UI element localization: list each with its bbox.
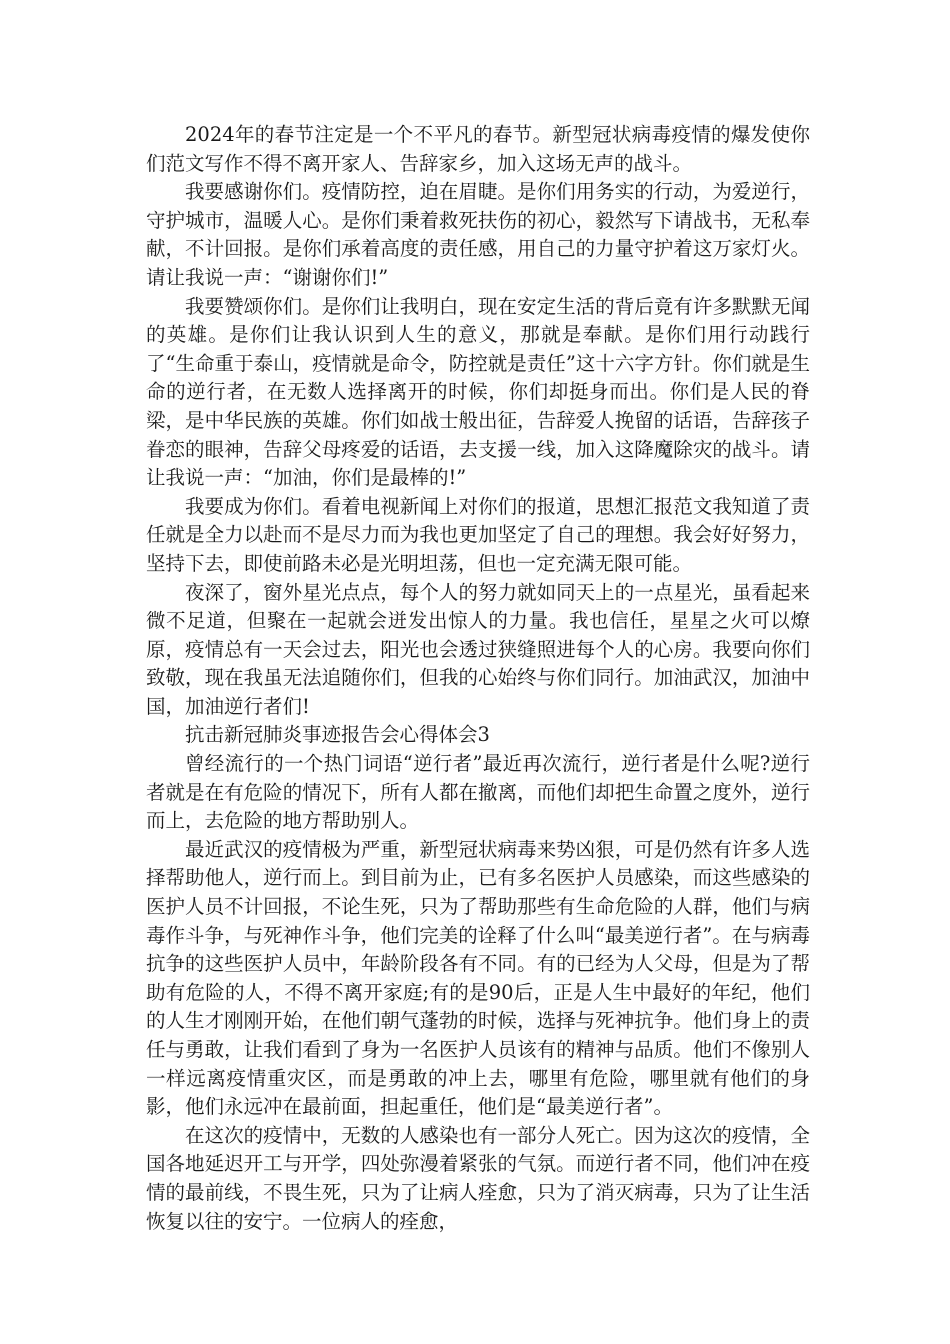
section-title: 抗击新冠肺炎事迹报告会心得体会3 — [185, 723, 490, 747]
paragraph-7: 最近武汉的疫情极为严重，新型冠状病毒来势凶狠，可是仍然有许多人选择帮助他人，逆行而上。到目前为止，已有多名医护人员感染，而这些感染的医护人员不计回报，不论生死，只为了帮助那些有生命危险的人群，他们与病毒作斗争，与死神作斗争，他们完美的诠释了什么叫“最美逆行者”。在与病毒抗争的这些医护人员中，年龄阶段各有不同。有的已经为人父母，但是为了帮助有危险的人，不得不离开家庭;有的是90后，正是人生中最好的年纪，他们的人生才刚刚开始，在他们朝气蓬勃的时候，选择与死神抗争。他们身上的责任与勇敢，让我们看到了身为一名医护人员该有的精神与品质。他们不像别人一样远离疫情重灾区，而是勇敢的冲上去，哪里有危险，哪里就有他们的身影，他们永远冲在最前面，担起重任，他们是“最美逆行者”。 — [146, 837, 810, 1119]
paragraph-2: 我要感谢你们。疫情防控，迫在眉睫。是你们用务实的行动，为爱逆行，守护城市，温暖人心。是你们秉着救死扶伤的初心，毅然写下请战书，无私奉献，不计回报。是你们承着高度的责任感，用自己的力量守护着这万家灯火。请让我说一声：“谢谢你们!” — [146, 180, 810, 289]
paragraph-8: 在这次的疫情中，无数的人感染也有一部分人死亡。因为这次的疫情，全国各地延迟开工与开学，四处弥漫着紧张的气氛。而逆行者不同，他们冲在疫情的最前线，不畏生死，只为了让病人痊愈，只为了消灭病毒，只为了让生活恢复以往的安宁。一位病人的痊愈， — [146, 1123, 810, 1233]
paragraph-5: 夜深了，窗外星光点点，每个人的努力就如同天上的一点星光，虽看起来微不足道，但聚在一起就会迸发出惊人的力量。我也信任，星星之火可以燎原，疫情总有一天会过去，阳光也会透过狭缝照进每个人的心房。我要向你们致敬，现在我虽无法追随你们，但我的心始终与你们同行。加油武汉，加油中国，加油逆行者们! — [146, 580, 810, 718]
paragraph-3: 我要赞颂你们。是你们让我明白，现在安定生活的背后竟有许多默默无闻的英雄。是你们让我认识到人生的意义，那就是奉献。是你们用行动践行了“生命重于泰山，疫情就是命令，防控就是责任”这十六字方针。你们就是生命的逆行者，在无数人选择离开的时候，你们却挺身而出。你们是人民的脊梁，是中华民族的英雄。你们如战士般出征，告辞爱人挽留的话语，告辞孩子眷恋的眼神，告辞父母疼爱的话语，去支援一线，加入这降魔除灾的战斗。请让我说一声：“加油，你们是最棒的!” — [146, 294, 810, 490]
paragraph-1: 2024年的春节注定是一个不平凡的春节。新型冠状病毒疫情的爆发使你们范文写作不得不离开家人、告辞家乡，加入这场无声的战斗。 — [146, 123, 810, 175]
document-body — [146, 121, 810, 1236]
paragraph-6: 曾经流行的一个热门词语“逆行者”最近再次流行，逆行者是什么呢?逆行者就是在有危险的情况下，所有人都在撤离，而他们却把生命置之度外，逆行而上，去危险的地方帮助别人。 — [146, 752, 810, 833]
paragraph-4: 我要成为你们。看着电视新闻上对你们的报道，思想汇报范文我知道了责任就是全力以赴而不是尽力而为我也更加坚定了自己的理想。我会好好努力，坚持下去，即使前路未必是光明坦荡，但也一定充满无限可能。 — [146, 494, 810, 575]
